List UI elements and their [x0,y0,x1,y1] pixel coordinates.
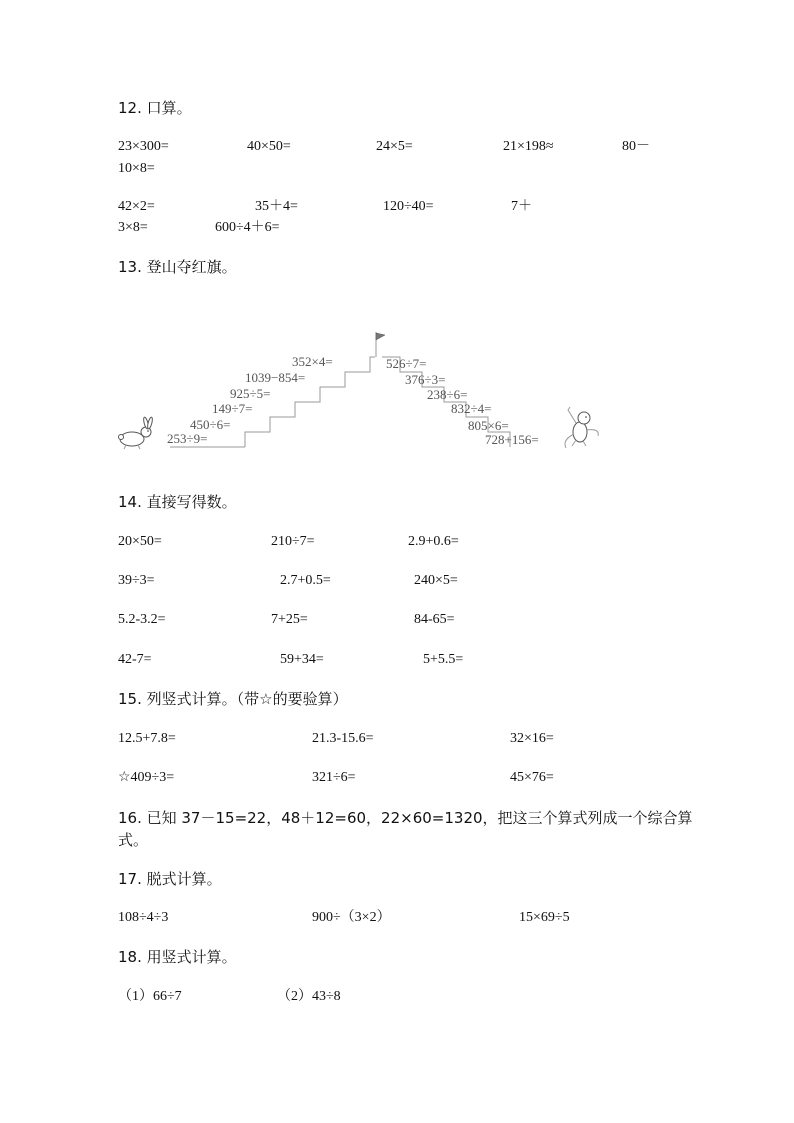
q15-item: ☆409÷3= [118,770,175,785]
q12-item: 42×2= [118,199,155,214]
q12-item: 23×300= [118,139,169,154]
q15-item: 321÷6= [312,770,356,785]
q14-item: 210÷7= [271,534,315,549]
right-step-label: 832÷4= [451,401,492,416]
right-step-label: 376÷3= [405,372,446,387]
q14-item: 59+34= [280,652,324,667]
q15-item: 45×76= [510,770,554,785]
left-step-label: 925÷5= [230,386,271,401]
q14-item: 2.7+0.5= [280,573,331,588]
q14-item: 5.2-3.2= [118,612,166,627]
q12-item: 24×5= [376,139,413,154]
mountain-stairs-figure [110,322,630,462]
left-step-label: 450÷6= [190,417,231,432]
q17-item: 15×69÷5 [519,910,570,925]
monkey-icon [565,407,598,448]
question-18-title: 18. 用竖式计算。 [118,948,237,966]
q14-item: 84-65= [414,612,455,627]
q17-item: 900÷（3×2） [312,910,391,925]
right-step-label: 526÷7= [386,356,427,371]
left-step-label: 352×4= [292,354,333,369]
q14-item: 5+5.5= [423,652,464,667]
q15-item: 32×16= [510,731,554,746]
right-step-label: 728+156= [485,432,539,447]
question-16-text-cont: 式。 [118,831,149,849]
q14-item: 7+25= [271,612,308,627]
question-15-title: 15. 列竖式计算。（带☆的要验算） [118,690,348,708]
q12-item: 35＋4= [255,199,298,214]
question-14-title: 14. 直接写得数。 [118,493,237,511]
q12-item: 3×8= [118,220,148,235]
q18-item: （1）66÷7 [118,989,182,1004]
q18-item: （2）43÷8 [277,989,341,1004]
q15-item: 12.5+7.8= [118,731,176,746]
q12-item: 7＋ [511,199,532,214]
question-13-title: 13. 登山夺红旗。 [118,258,237,276]
rabbit-icon [119,417,154,449]
q12-item: 600÷4＋6= [215,220,280,235]
right-step-label: 805×6= [468,418,509,433]
question-16-text: 16. 已知 37－15=22，48＋12=60，22×60=1320，把这三个算式列成一个综合算 [118,809,693,827]
q14-item: 39÷3= [118,573,155,588]
left-step-label: 253÷9= [167,431,208,446]
q17-item: 108÷4÷3 [118,910,169,925]
q12-item: 10×8= [118,161,155,176]
q14-item: 2.9+0.6= [408,534,459,549]
question-12-title: 12. 口算。 [118,99,192,117]
left-step-label: 1039−854= [245,370,306,385]
right-step-label: 238÷6= [427,387,468,402]
question-17-title: 17. 脱式计算。 [118,870,222,888]
q12-item: 21×198≈ [503,139,554,154]
q14-item: 20×50= [118,534,162,549]
left-step-label: 149÷7= [212,401,253,416]
q12-item: 40×50= [247,139,291,154]
flag-icon [376,333,385,340]
q14-item: 240×5= [414,573,458,588]
q12-item: 120÷40= [383,199,434,214]
q12-item: 80－ [622,139,650,154]
q14-item: 42-7= [118,652,152,667]
q15-item: 21.3-15.6= [312,731,374,746]
